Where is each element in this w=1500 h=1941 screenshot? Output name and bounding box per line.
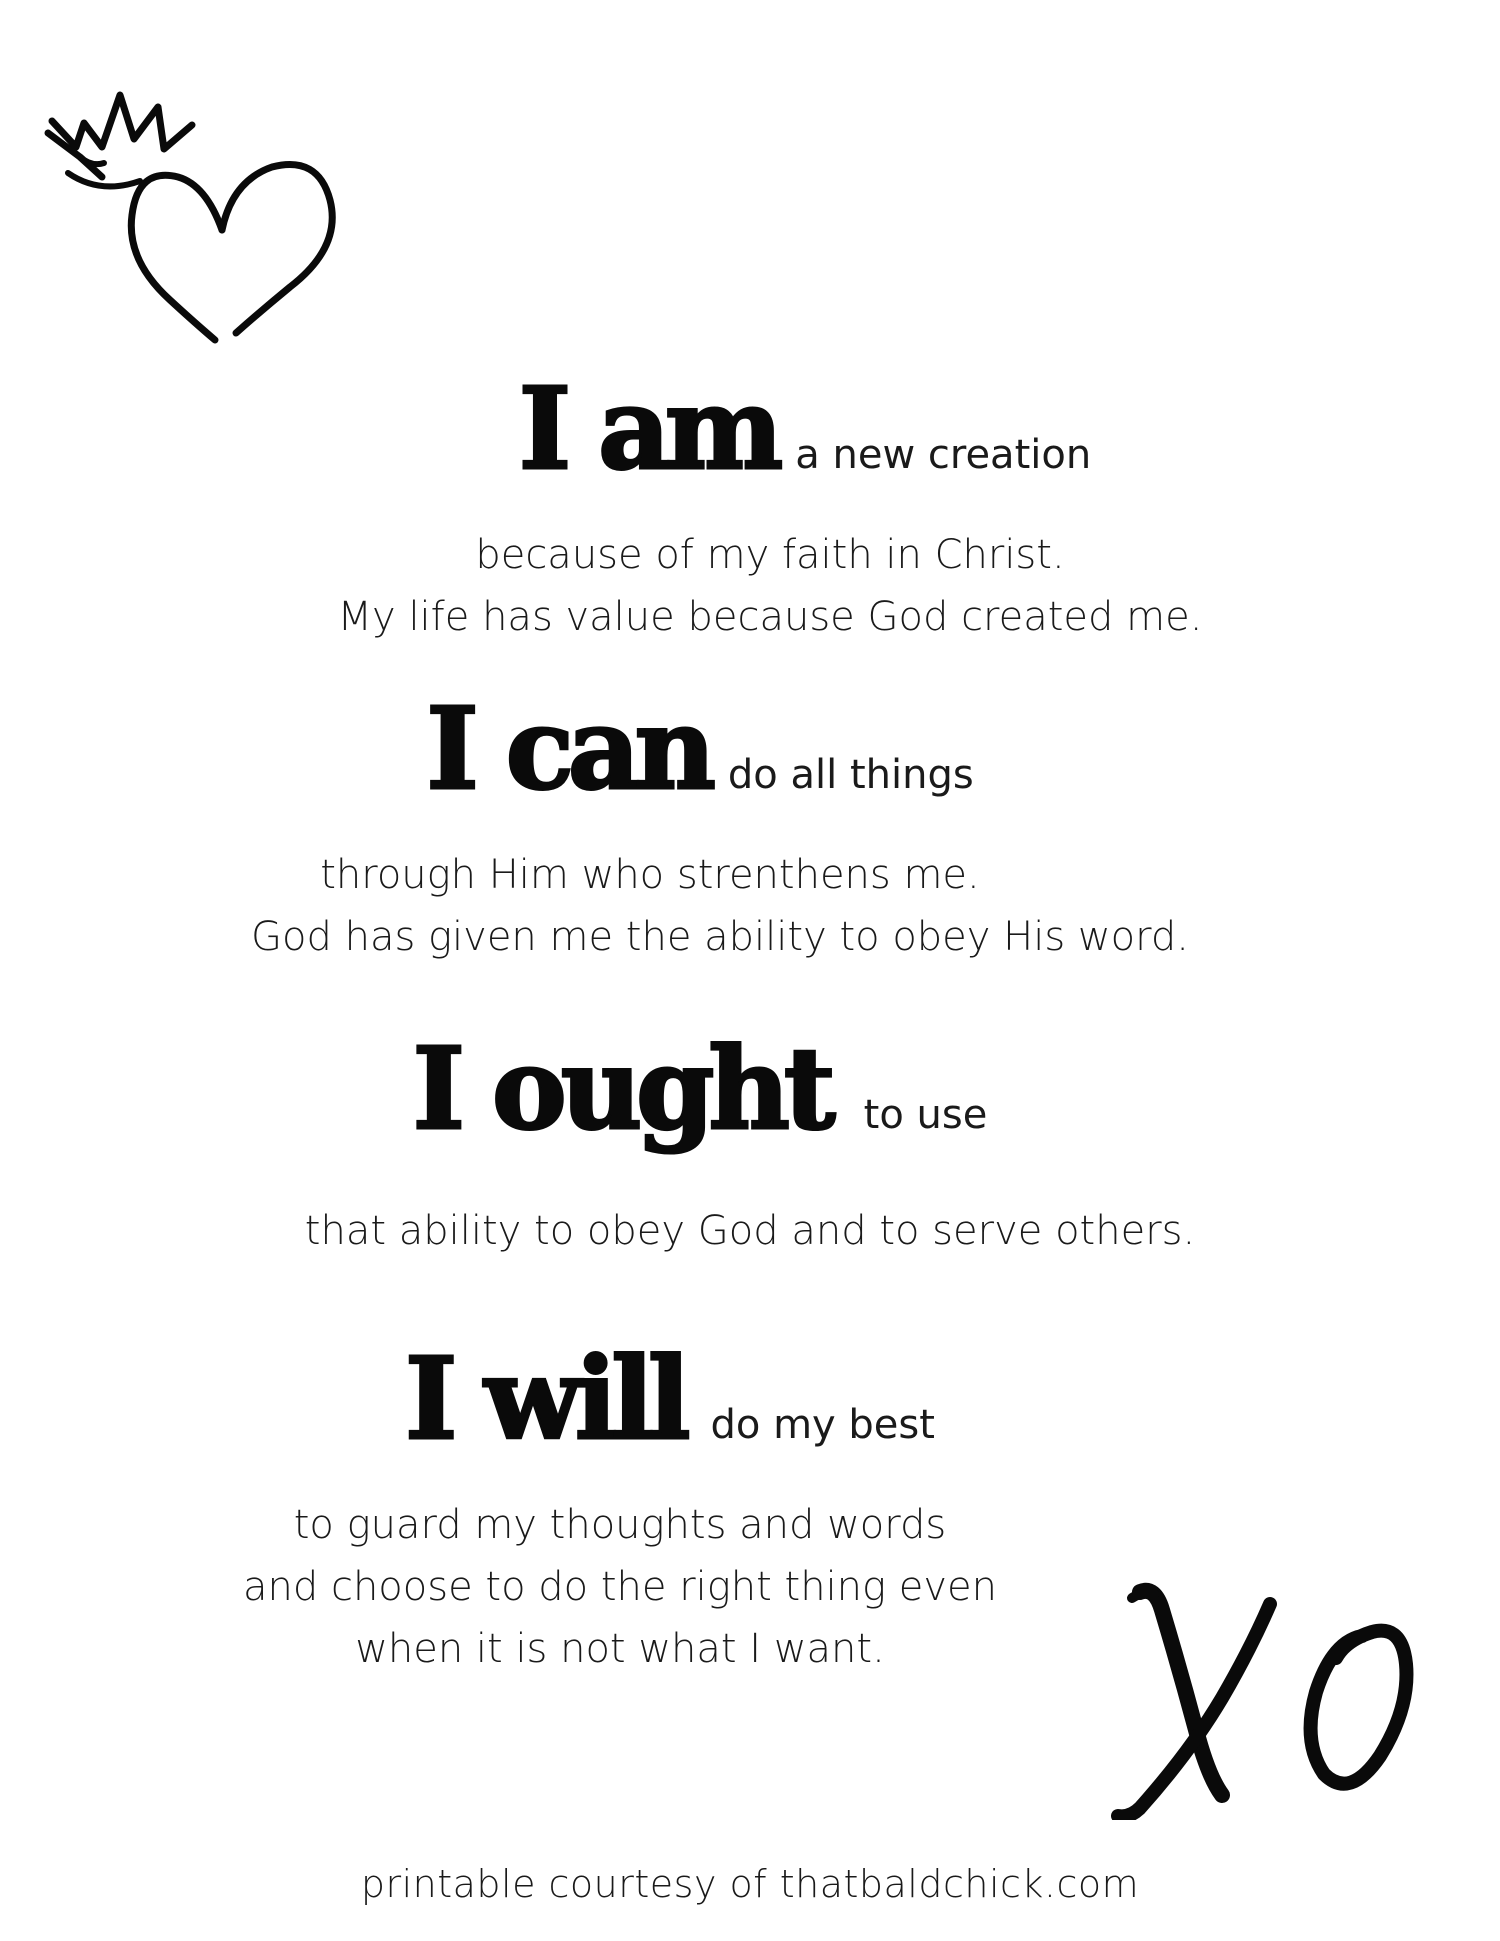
affirmation-i-ought [270, 1024, 1250, 1262]
footer-credit: printable courtesy of thatbaldchick.com [360, 1862, 1140, 1906]
heart-with-crown-icon [40, 55, 370, 375]
lead-text: a new creation [795, 432, 1092, 478]
heading-row [320, 1334, 1020, 1494]
body-line: My life has value because God created me. [337, 594, 1203, 640]
body-line: through Him who strenthens me. [320, 852, 980, 898]
heading-i-am: I am [518, 364, 778, 495]
heading-row [150, 1024, 1250, 1184]
lead-text: do my best [710, 1402, 935, 1448]
body-line: God has given me the ability to obey His word. [251, 914, 1189, 960]
body-line: that ability to obey God and to serve others. [304, 1208, 1196, 1254]
xo-signature-icon [1110, 1580, 1470, 1820]
heading-i-can: I can [426, 684, 710, 815]
affirmation-i-will [220, 1334, 1020, 1680]
lead-text: to use [863, 1092, 988, 1138]
heading-i-ought: I ought [412, 1024, 830, 1155]
body-line: and choose to do the right thing even [242, 1564, 997, 1610]
heading-i-will: I will [405, 1334, 685, 1465]
body-line: to guard my thoughts and words [293, 1502, 947, 1548]
heading-row [320, 364, 1220, 524]
heading-row [200, 684, 1200, 844]
affirmation-i-am [320, 364, 1220, 648]
body-line: when it is not what I want. [355, 1626, 885, 1672]
affirmation-i-can [240, 684, 1200, 968]
lead-text: do all things [727, 752, 974, 798]
body-line: because of my faith in Christ. [475, 532, 1065, 578]
